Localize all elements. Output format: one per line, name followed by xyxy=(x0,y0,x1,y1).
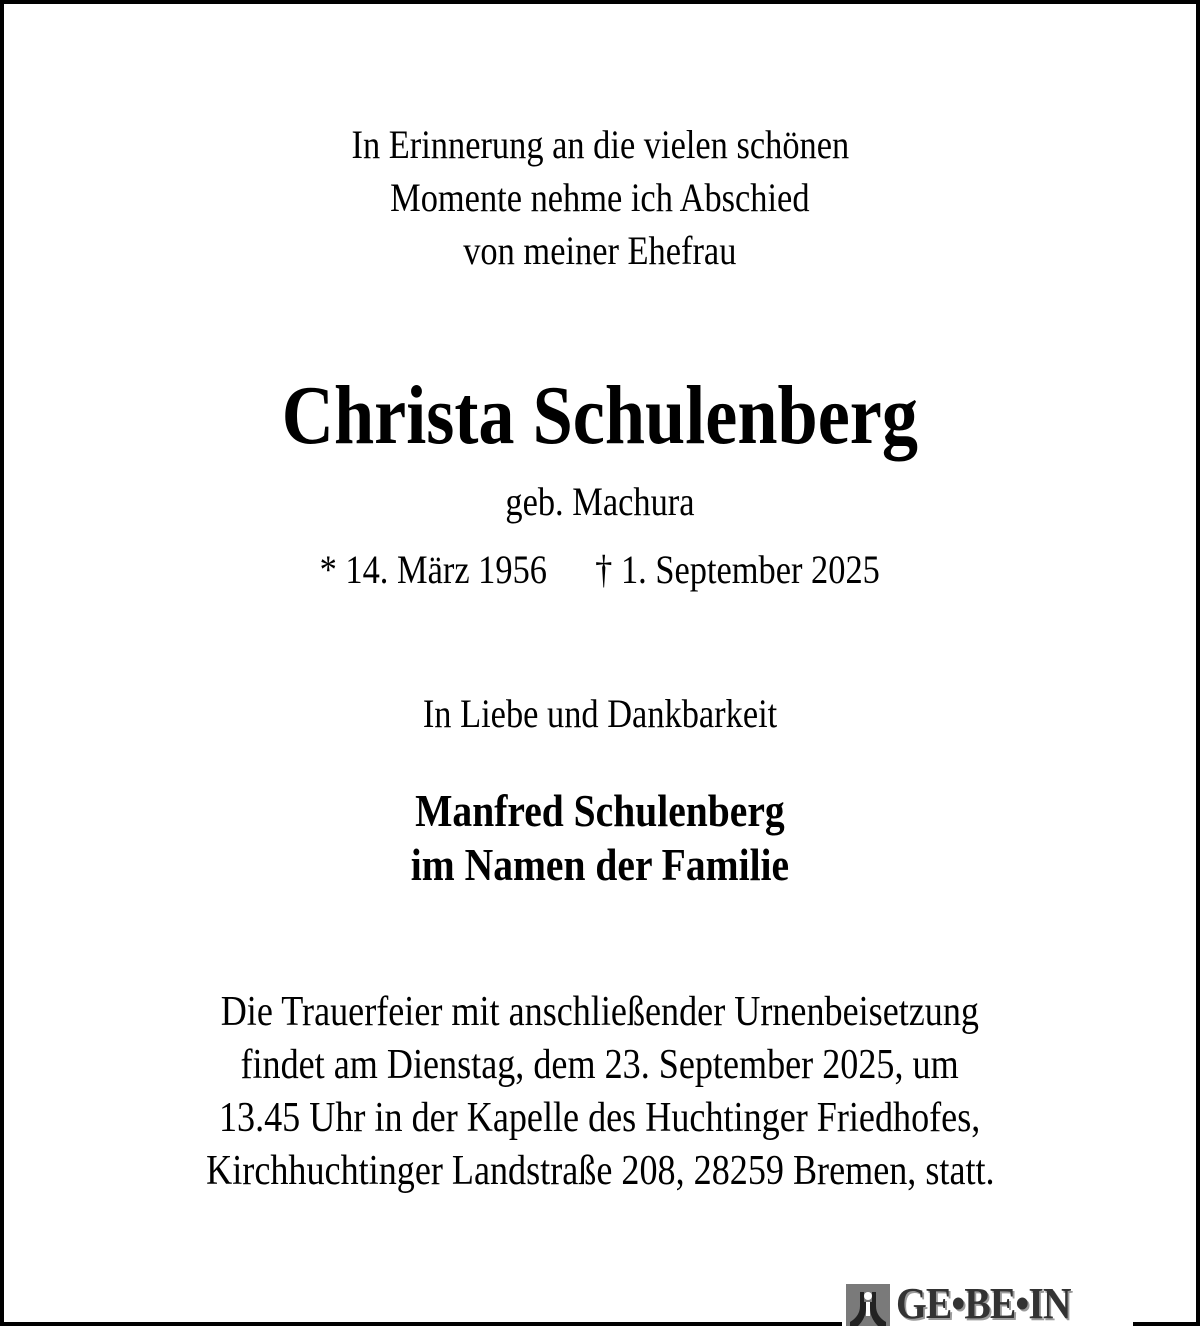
service-line: Die Trauerfeier mit anschließender Urnenbeisetzung xyxy=(220,989,980,1035)
gebein-figure-icon xyxy=(846,1284,890,1326)
closing-text-block xyxy=(0,688,1200,740)
birth-date: * 14. März 1956 xyxy=(319,547,548,592)
bottom-rule-right xyxy=(1133,1322,1200,1326)
deceased-name: Christa Schulenberg xyxy=(281,369,919,462)
bottom-rule-left xyxy=(0,1322,842,1326)
signer-note: im Namen der Familie xyxy=(410,839,790,890)
intro-line: von meiner Ehefrau xyxy=(463,228,737,273)
death-date: † 1. September 2025 xyxy=(595,547,881,592)
deceased-name-block xyxy=(0,366,1200,466)
service-line: findet am Dienstag, dem 23. September 2025, um xyxy=(240,1042,960,1088)
intro-line: Momente nehme ich Abschied xyxy=(390,175,810,220)
intro-line: In Erinnerung an die vielen schönen xyxy=(351,122,849,167)
gebein-wordmark: GE•BE•IN xyxy=(896,1279,1071,1328)
service-info xyxy=(0,986,1200,1198)
intro-text xyxy=(0,118,1200,277)
gebein-logo xyxy=(846,1280,1090,1326)
service-line: Kirchhuchtinger Landstraße 208, 28259 Bremen, statt. xyxy=(205,1148,995,1194)
signer-name: Manfred Schulenberg xyxy=(415,785,785,836)
life-dates xyxy=(0,542,1200,598)
closing-text: In Liebe und Dankbarkeit xyxy=(422,691,778,736)
maiden-name: geb. Machura xyxy=(505,479,695,524)
maiden-name-block xyxy=(0,476,1200,528)
signers-block xyxy=(0,784,1200,892)
service-line: 13.45 Uhr in der Kapelle des Huchtinger Friedhofes, xyxy=(219,1095,981,1141)
